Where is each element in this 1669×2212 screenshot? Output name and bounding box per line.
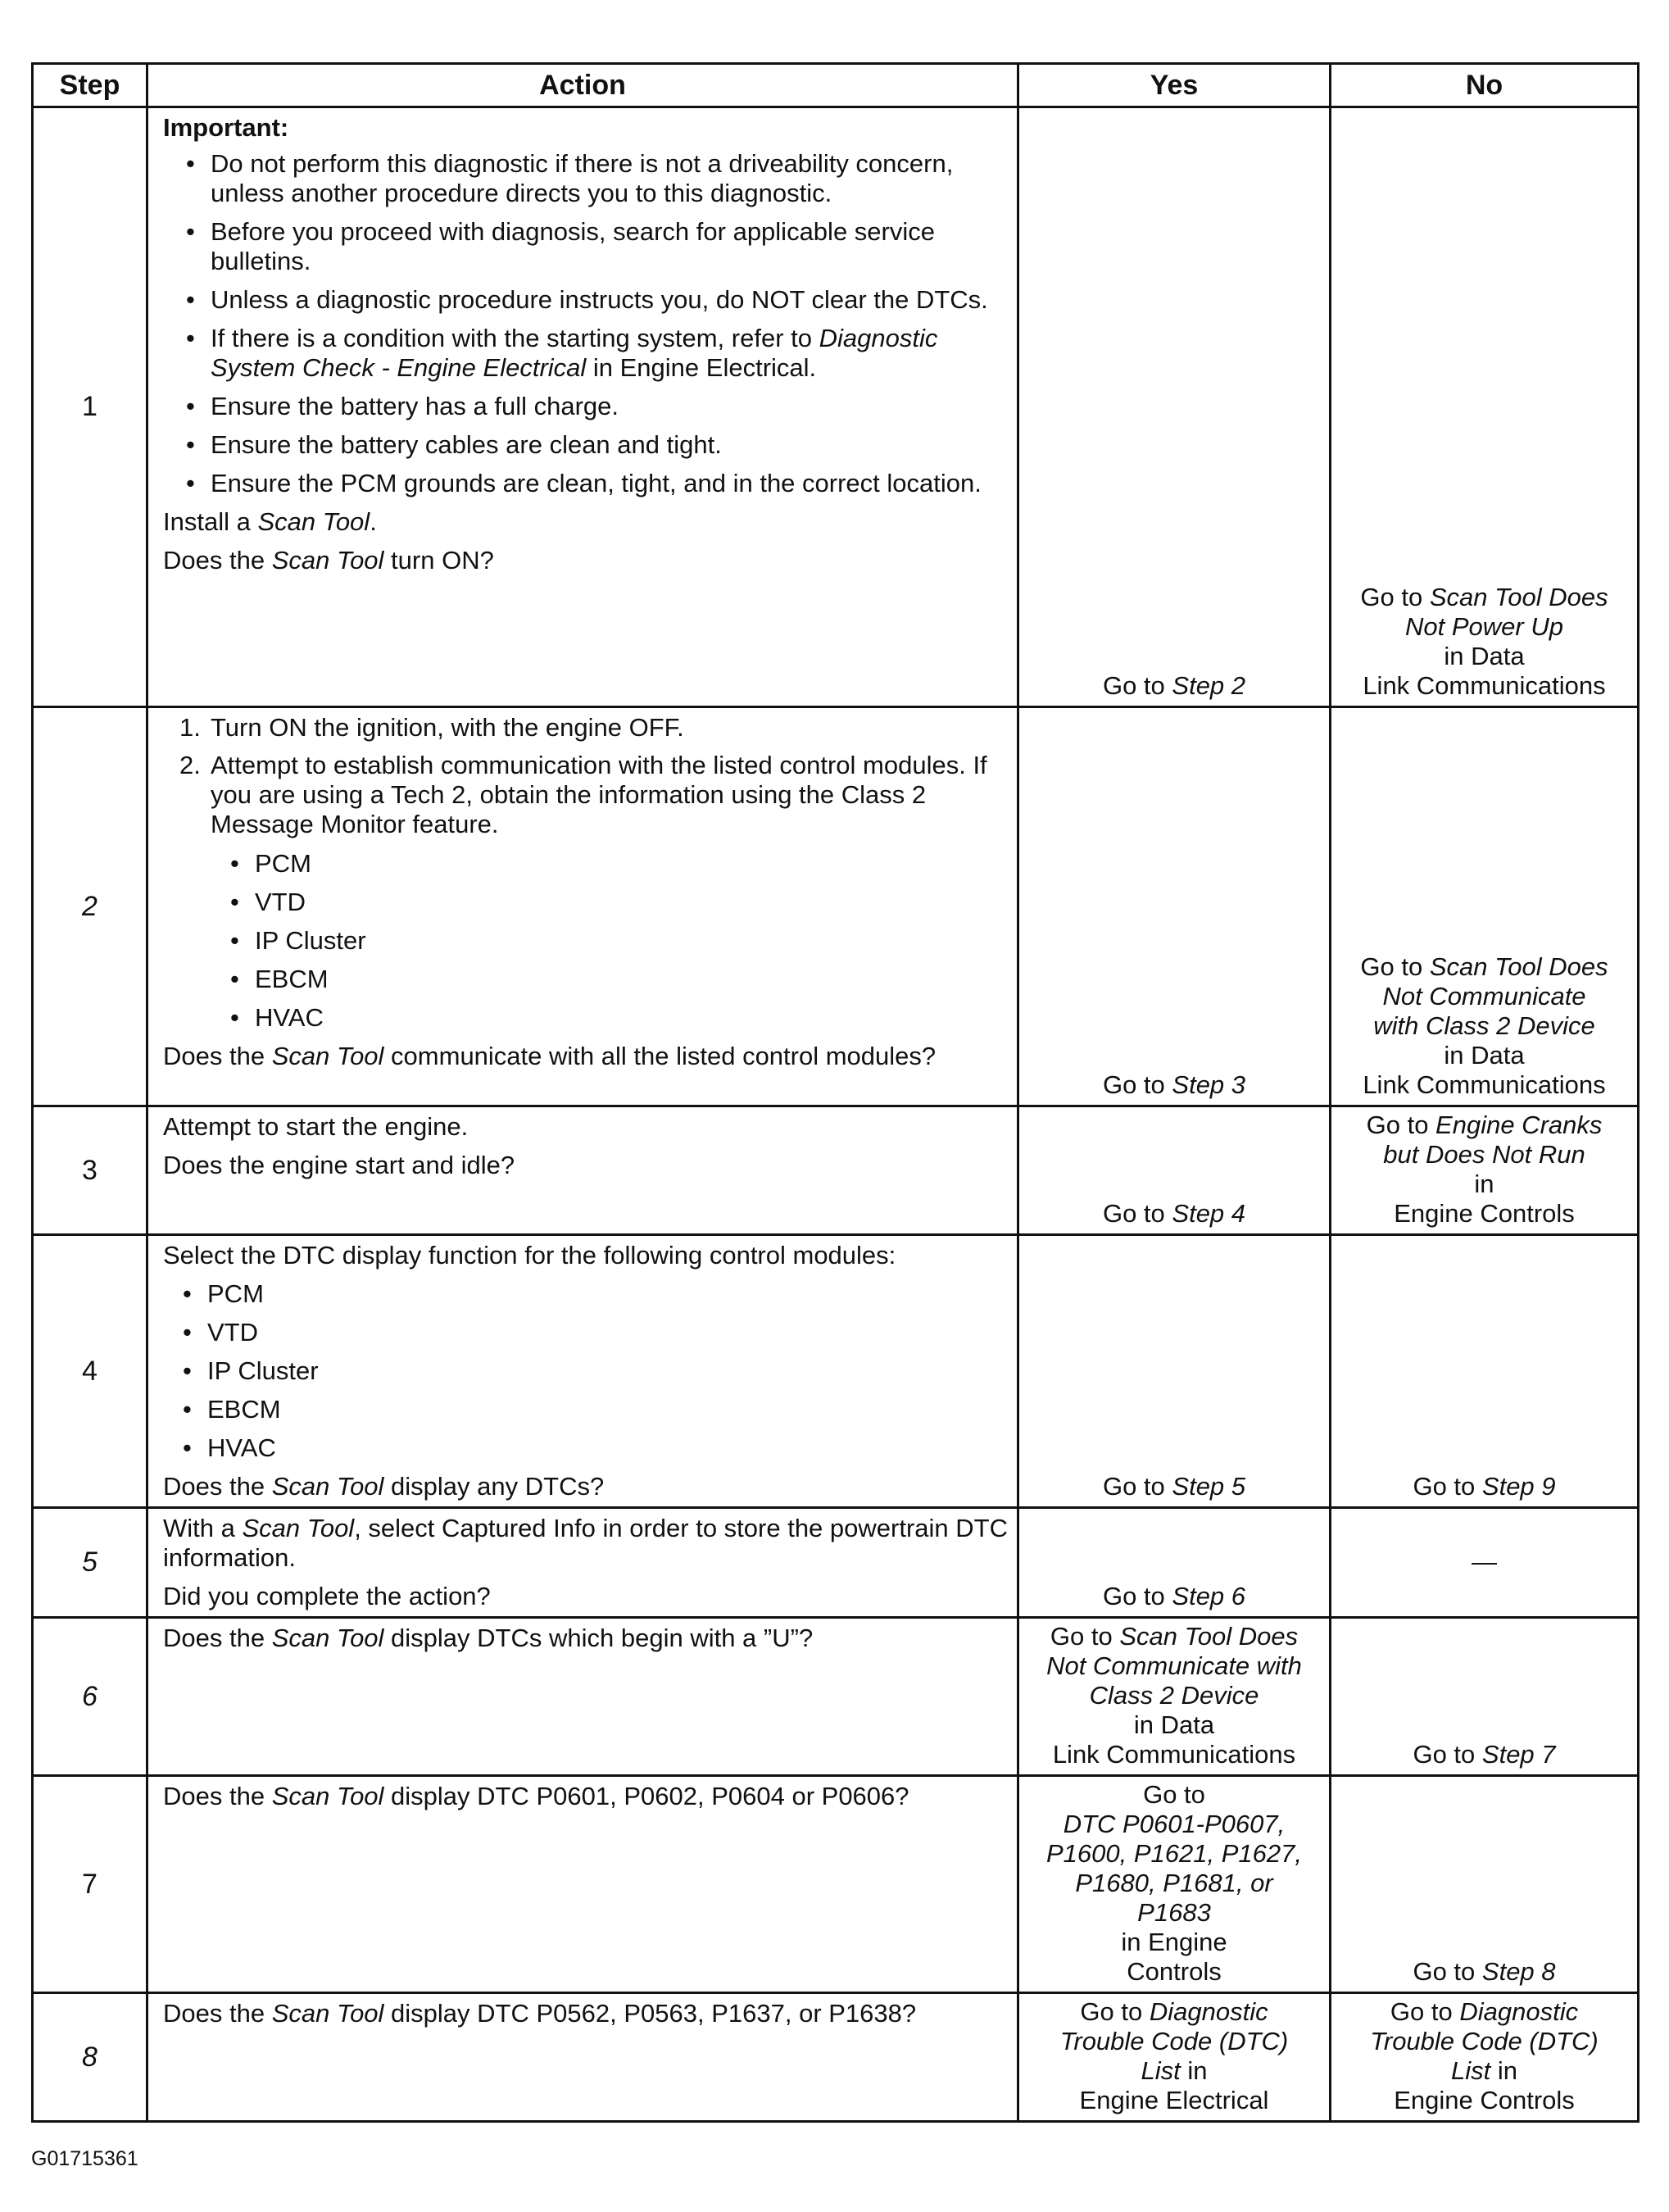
reference-link[interactable]: Engine Cranks xyxy=(1435,1111,1603,1139)
reference-link[interactable]: Scan Tool xyxy=(271,1624,384,1652)
step-number: 5 xyxy=(33,1508,147,1618)
yes-cell: Go to Step 6 xyxy=(1018,1508,1331,1618)
list-item: • HVAC xyxy=(255,1003,1009,1033)
reference-link[interactable]: P1600, P1621, P1627, xyxy=(1046,1839,1302,1868)
diagnostic-table xyxy=(31,62,1640,2123)
reference-link[interactable]: Scan Tool xyxy=(271,546,384,575)
header-yes: Yes xyxy=(1018,64,1331,107)
question: Does the Scan Tool display DTC P0562, P0563, P1637, or P1638? xyxy=(163,1999,917,2028)
yes-cell: Go to DTC P0601-P0607, P1600, P1621, P1627, P1680, P1681, or P1683 in Engine Controls xyxy=(1018,1776,1331,1993)
yes-cell: Go to Diagnostic Trouble Code (DTC) List in Engine Electrical xyxy=(1018,1993,1331,2122)
list-item: • Ensure the battery cables are clean and tight. xyxy=(211,430,1009,460)
no-cell: Go to Step 7 xyxy=(1331,1618,1639,1776)
action-cell xyxy=(147,1776,1018,1993)
question: Does the Scan Tool display DTC P0601, P0602, P0604 or P0606? xyxy=(163,1782,909,1810)
yes-cell: Go to Step 3 xyxy=(1018,707,1331,1106)
list-item: • PCM xyxy=(207,1279,1009,1309)
reference-link[interactable]: Diagnostic xyxy=(1149,1997,1268,2026)
yes-cell: Go to Step 2 xyxy=(1018,107,1331,707)
table-row xyxy=(33,1618,1639,1776)
reference-link[interactable]: Class 2 Device xyxy=(1089,1681,1259,1710)
list-item: • IP Cluster xyxy=(207,1356,1009,1386)
reference-link[interactable]: Scan Tool xyxy=(271,1782,384,1810)
step-link[interactable]: Step 2 xyxy=(1172,671,1246,700)
reference-link[interactable]: with Class 2 Device xyxy=(1373,1011,1595,1040)
step-link[interactable]: Step 7 xyxy=(1481,1740,1556,1769)
list-item: • Do not perform this diagnostic if there is not a driveability concern, unless another procedure directs you to this diagnostic. xyxy=(211,149,1009,208)
reference-link[interactable]: Scan Tool Does xyxy=(1429,583,1608,611)
step-number: 6 xyxy=(33,1618,147,1776)
reference-link[interactable]: Scan Tool xyxy=(257,507,370,536)
table-row xyxy=(33,1993,1639,2122)
yes-cell: Go to Scan Tool Does Not Communicate with Class 2 Device in Data Link Communications xyxy=(1018,1618,1331,1776)
list-item: • VTD xyxy=(255,888,1009,917)
reference-link[interactable]: but Does Not Run xyxy=(1383,1140,1585,1169)
reference-link[interactable]: Diagnostic System Check - Engine Electrical xyxy=(211,324,938,382)
action-cell xyxy=(147,1508,1018,1618)
step-number: 4 xyxy=(33,1235,147,1508)
reference-link[interactable]: Scan Tool xyxy=(271,1999,384,2028)
reference-link[interactable]: P1683 xyxy=(1137,1898,1211,1927)
list-item: • IP Cluster xyxy=(255,926,1009,956)
step-link[interactable]: Step 9 xyxy=(1481,1472,1556,1501)
important-label: Important: xyxy=(163,113,289,142)
list-item: • Ensure the battery has a full charge. xyxy=(211,392,1009,421)
step-link[interactable]: Step 5 xyxy=(1172,1472,1246,1501)
module-list xyxy=(211,849,1009,1033)
no-cell: — xyxy=(1331,1508,1639,1618)
figure-id: G01715361 xyxy=(31,2147,138,2170)
step-link[interactable]: Step 8 xyxy=(1481,1957,1556,1986)
reference-link[interactable]: Scan Tool xyxy=(242,1514,355,1542)
list-item: • PCM xyxy=(255,849,1009,879)
instruction: With a Scan Tool, select Captured Info in order to store the powertrain DTC information. xyxy=(163,1514,1008,1572)
instruction: Install a Scan Tool. xyxy=(163,507,377,536)
yes-cell: Go to Step 4 xyxy=(1018,1106,1331,1235)
question: Did you complete the action? xyxy=(163,1582,491,1610)
step-number: 1 xyxy=(33,107,147,707)
no-cell: Go to Scan Tool Does Not Power Up in Data Link Communications xyxy=(1331,107,1639,707)
yes-cell: Go to Step 5 xyxy=(1018,1235,1331,1508)
step-link[interactable]: Step 4 xyxy=(1172,1199,1246,1228)
important-list xyxy=(163,149,1009,498)
action-cell xyxy=(147,107,1018,707)
header-no: No xyxy=(1331,64,1639,107)
no-cell: Go to Engine Cranks but Does Not Run in Engine Controls xyxy=(1331,1106,1639,1235)
list-item: • Before you proceed with diagnosis, search for applicable service bulletins. xyxy=(211,217,1009,276)
list-item: • Unless a diagnostic procedure instructs you, do NOT clear the DTCs. xyxy=(211,285,1009,315)
reference-link[interactable]: P1680, P1681, or xyxy=(1075,1869,1273,1897)
question: Does the Scan Tool turn ON? xyxy=(163,546,494,575)
procedure-list xyxy=(163,713,1009,1033)
table-header-row xyxy=(33,64,1639,107)
step-number: 8 xyxy=(33,1993,147,2122)
list-item: • EBCM xyxy=(255,965,1009,994)
table-row xyxy=(33,1508,1639,1618)
module-list xyxy=(163,1279,1009,1463)
reference-link[interactable]: Scan Tool Does xyxy=(1119,1622,1299,1651)
list-item: • Ensure the PCM grounds are clean, tight, and in the correct location. xyxy=(211,469,1009,498)
table-row xyxy=(33,1235,1639,1508)
instruction: Attempt to start the engine. xyxy=(163,1112,469,1141)
reference-link[interactable]: Not Power Up xyxy=(1405,612,1563,641)
reference-link[interactable]: Scan Tool Does xyxy=(1429,952,1608,981)
instruction: Select the DTC display function for the following control modules: xyxy=(163,1241,896,1270)
reference-link[interactable]: Scan Tool xyxy=(271,1472,384,1501)
step-number: 7 xyxy=(33,1776,147,1993)
reference-link[interactable]: Not Communicate with xyxy=(1046,1651,1302,1680)
action-cell xyxy=(147,1618,1018,1776)
reference-link[interactable]: List xyxy=(1451,2056,1491,2085)
reference-link[interactable]: Trouble Code (DTC) xyxy=(1370,2027,1599,2055)
no-cell: Go to Step 8 xyxy=(1331,1776,1639,1993)
header-action: Action xyxy=(147,64,1018,107)
action-cell xyxy=(147,707,1018,1106)
step-link[interactable]: Step 6 xyxy=(1172,1582,1246,1610)
list-item: • If there is a condition with the starting system, refer to Diagnostic System Check - Engine Electrical in Engine Electrical. xyxy=(211,324,1009,383)
table-row xyxy=(33,107,1639,707)
step-link[interactable]: Step 3 xyxy=(1172,1070,1246,1099)
list-item: • VTD xyxy=(207,1318,1009,1347)
question: Does the Scan Tool display any DTCs? xyxy=(163,1472,605,1501)
step-number: 3 xyxy=(33,1106,147,1235)
table-row xyxy=(33,707,1639,1106)
no-cell: Go to Diagnostic Trouble Code (DTC) List in Engine Controls xyxy=(1331,1993,1639,2122)
reference-link[interactable]: List xyxy=(1141,2056,1181,2085)
list-item: • HVAC xyxy=(207,1433,1009,1463)
step-number: 2 xyxy=(33,707,147,1106)
action-cell xyxy=(147,1106,1018,1235)
list-item: 2. Attempt to establish communication with the listed control modules. If you are using a Tech 2, obtain the information using the Class 2 Message Monitor feature. • PCM • VTD • IP Cluster • EBCM • HVAC xyxy=(211,751,1009,1033)
list-item: 1. Turn ON the ignition, with the engine OFF. xyxy=(179,713,684,742)
no-cell: Go to Step 9 xyxy=(1331,1235,1639,1508)
list-item: • EBCM xyxy=(207,1395,1009,1424)
reference-link[interactable]: Trouble Code (DTC) xyxy=(1059,2027,1289,2055)
reference-link[interactable]: Diagnostic xyxy=(1459,1997,1579,2026)
header-step: Step xyxy=(33,64,147,107)
question: Does the engine start and idle? xyxy=(163,1151,515,1179)
reference-link[interactable]: Not Communicate xyxy=(1382,982,1586,1011)
question: Does the Scan Tool communicate with all the listed control modules? xyxy=(163,1042,937,1070)
no-cell: Go to Scan Tool Does Not Communicate with Class 2 Device in Data Link Communications xyxy=(1331,707,1639,1106)
table-row xyxy=(33,1106,1639,1235)
reference-link[interactable]: DTC P0601-P0607, xyxy=(1063,1810,1286,1838)
reference-link[interactable]: Scan Tool xyxy=(271,1042,384,1070)
action-cell xyxy=(147,1993,1018,2122)
question: Does the Scan Tool display DTCs which begin with a ”U”? xyxy=(163,1624,814,1652)
action-cell xyxy=(147,1235,1018,1508)
table-row xyxy=(33,1776,1639,1993)
